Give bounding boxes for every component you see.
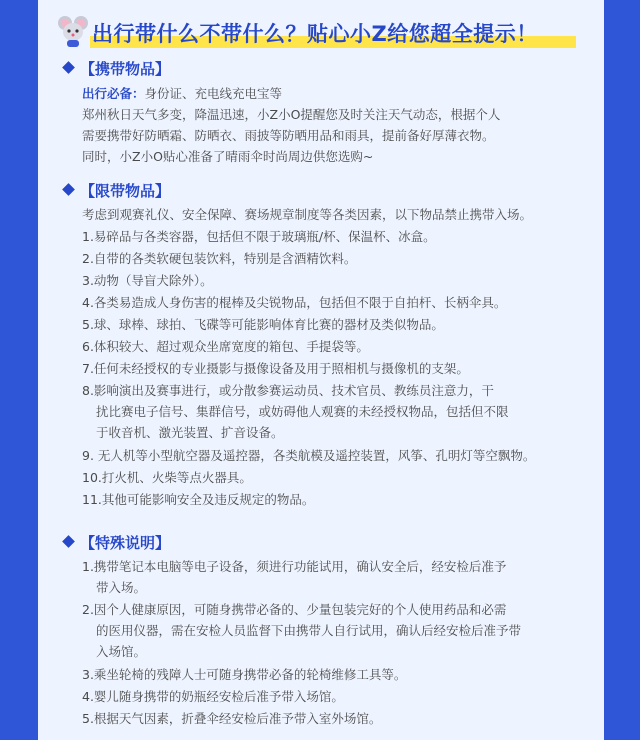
restricted-line: 5.球、球棒、球拍、飞碟等可能影响体育比赛的器材及类似物品。 — [82, 317, 444, 332]
restricted-line: 1.易碎品与各类容器，包括但不限于玻璃瓶/杯、保温杯、冰盒。 — [82, 229, 436, 244]
must-have-label: 出行必备： — [82, 86, 145, 101]
restricted-line: 于收音机、激光装置、扩音设备。 — [96, 425, 284, 440]
special-line: 入场馆。 — [96, 644, 147, 659]
special-line: 5.根据天气因素，折叠伞经安检后准予带入室外场馆。 — [82, 711, 382, 726]
restricted-line: 10.打火机、火柴等点火器具。 — [82, 470, 252, 485]
diamond-bullet-icon — [62, 61, 75, 74]
page-title: 出行带什么不带什么？贴心小Z给您超全提示！ — [92, 22, 538, 46]
restricted-line: 考虑到观赛礼仪、安全保障、赛场规章制度等各类因素，以下物品禁止携带入场。 — [82, 207, 533, 222]
restricted-line: 扰比赛电子信号、集群信号，或妨碍他人观赛的未经授权物品，包括但不限 — [96, 404, 509, 419]
restricted-line: 9. 无人机等小型航空器及遥控器，各类航模及遥控装置，风筝、孔明灯等空飘物。 — [82, 448, 536, 463]
restricted-line: 8.影响演出及赛事进行，或分散参赛运动员、技术官员、教练员注意力，干 — [82, 383, 494, 398]
carry-line: 郑州秋日天气多变，降温迅速，小Z小O提醒您及时关注天气动态，根据个人 — [82, 107, 501, 122]
section-heading-carry: 【携带物品】 — [64, 58, 170, 80]
restricted-line: 4.各类易造成人身伤害的棍棒及尖锐物品，包括但不限于自拍杆、长柄伞具。 — [82, 295, 507, 310]
special-line: 2.因个人健康原因，可随身携带必备的、少量包装完好的个人使用药品和必需 — [82, 602, 507, 617]
special-line: 1.携带笔记本电脑等电子设备，须进行功能试用，确认安全后，经安检后准予 — [82, 559, 507, 574]
restricted-line: 3.动物（导盲犬除外）。 — [82, 273, 213, 288]
carry-line: 需要携带好防晒霜、防晒衣、雨披等防晒用品和雨具，提前备好厚薄衣物。 — [82, 128, 495, 143]
special-line: 4.婴儿随身携带的奶瓶经安检后准予带入场馆。 — [82, 689, 344, 704]
diamond-bullet-icon — [62, 535, 75, 548]
section-heading-restricted: 【限带物品】 — [64, 180, 170, 202]
restricted-line: 2.自带的各类软硬包装饮料，特别是含酒精饮料。 — [82, 251, 357, 266]
must-have-text: 身份证、充电线充电宝等 — [144, 86, 283, 101]
carry-line: 同时，小Z小O贴心准备了晴雨伞时尚周边供您选购~ — [82, 149, 374, 164]
must-have-line — [82, 84, 282, 104]
mouse-mascot-icon — [56, 14, 90, 48]
restricted-line: 11.其他可能影响安全及违反规定的物品。 — [82, 492, 315, 507]
special-line: 的医用仪器，需在安检人员监督下由携带人自行试用，确认后经安检后准予带 — [96, 623, 522, 638]
header — [56, 12, 602, 52]
restricted-line: 6.体积较大、超过观众坐席宽度的箱包、手提袋等。 — [82, 339, 369, 354]
special-line: 带入场。 — [96, 580, 147, 595]
notice-card — [38, 0, 604, 740]
diamond-bullet-icon — [62, 183, 75, 196]
restricted-line: 7.任何未经授权的专业摄影与摄像设备及用于照相机与摄像机的支架。 — [82, 361, 469, 376]
special-line: 3.乘坐轮椅的残障人士可随身携带必备的轮椅维修工具等。 — [82, 667, 407, 682]
section-heading-special: 【特殊说明】 — [64, 532, 170, 554]
